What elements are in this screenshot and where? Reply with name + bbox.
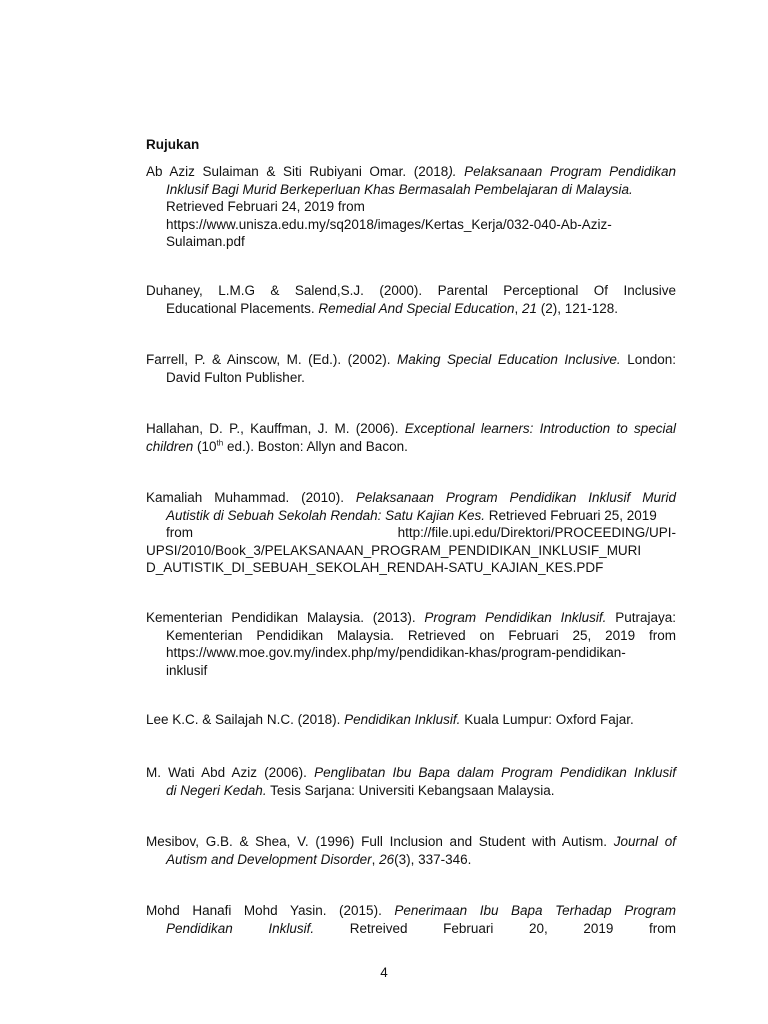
reference-url[interactable]: https://www.unisza.edu.my/sq2018/images/Kertas_Kerja/032-040-Ab-Aziz-	[166, 216, 612, 232]
reference-url-continued[interactable]: Sulaiman.pdf	[166, 234, 245, 250]
reference-url-continued[interactable]: inklusif	[166, 662, 208, 678]
reference-entry: Duhaney, L.M.G & Salend,S.J. (2000). Parental Perceptional Of Inclusive Educational Placements. Remedial And Special Education, 21 (2), 121-128.	[146, 283, 676, 316]
reference-entry: Mesibov, G.B. & Shea, V. (1996) Full Inclusion and Student with Autism. Journal of Autism and Development Disorder, 26(3), 337-346.	[146, 834, 676, 867]
reference-entry: Ab Aziz Sulaiman & Siti Rubiyani Omar. (2018). Pelaksanaan Program Pendidikan Inklusif Bagi Murid Berkeperluan Khas Bermasalah Pembelajaran di Malaysia. Retrieved Februari 24, 2019 from https://www.unisza.edu.my/sq2018/images/Kertas_Kerja/032-040-Ab-Aziz- Sulaiman.pdf	[146, 164, 676, 250]
reference-entry: Kamaliah Muhammad. (2010). Pelaksanaan Program Pendidikan Inklusif Murid Autistik di Sebuah Sekolah Rendah: Satu Kajian Kes. Retrieved Februari 25, 2019 from http://file.upi.edu/Direktori/PROCEEDING/UPI- UPSI/2010/Book_3/PELAKSANAAN_PROGRAM_PENDIDIKAN_INKLUSIF_MURI D_AUTISTIK_DI_SEBUAH_SEKOLAH_RENDAH-SATU_KAJIAN_KES.PDF	[146, 490, 676, 576]
reference-entry: Lee K.C. & Sailajah N.C. (2018). Pendidikan Inklusif. Kuala Lumpur: Oxford Fajar.	[146, 712, 634, 727]
reference-url[interactable]: https://www.moe.gov.my/index.php/my/pendidikan-khas/program-pendidikan-	[166, 645, 626, 661]
reference-url-continued[interactable]: D_AUTISTIK_DI_SEBUAH_SEKOLAH_RENDAH-SATU_KAJIAN_KES.PDF	[146, 560, 604, 576]
reference-entry: Farrell, P. & Ainscow, M. (Ed.). (2002). Making Special Education Inclusive. London: David Fulton Publisher.	[146, 352, 676, 385]
references-heading: Rujukan	[146, 137, 200, 152]
reference-entry: Kementerian Pendidikan Malaysia. (2013). Program Pendidikan Inklusif. Putrajaya: Kementerian Pendidikan Malaysia. Retrieved on Februari 25, 2019 from https://www.moe.gov.my/index.php/my/pendidikan-khas/program-pendidikan- inklusif	[146, 610, 676, 678]
reference-entry: Mohd Hanafi Mohd Yasin. (2015). Penerimaan Ibu Bapa Terhadap Program Pendidikan Inklusif. Retreived Februari 20, 2019 from	[146, 903, 676, 936]
reference-url[interactable]: http://file.upi.edu/Direktori/PROCEEDING/UPI-	[397, 525, 676, 541]
page-number: 4	[380, 965, 388, 980]
reference-entry: Hallahan, D. P., Kauffman, J. M. (2006). Exceptional learners: Introduction to special children (10th ed.). Boston: Allyn and Bacon.	[146, 421, 676, 454]
reference-entry: M. Wati Abd Aziz (2006). Penglibatan Ibu Bapa dalam Program Pendidikan Inklusif di Negeri Kedah. Tesis Sarjana: Universiti Kebangsaan Malaysia.	[146, 765, 676, 798]
reference-url-continued[interactable]: UPSI/2010/Book_3/PELAKSANAAN_PROGRAM_PENDIDIKAN_INKLUSIF_MURI	[146, 542, 642, 558]
